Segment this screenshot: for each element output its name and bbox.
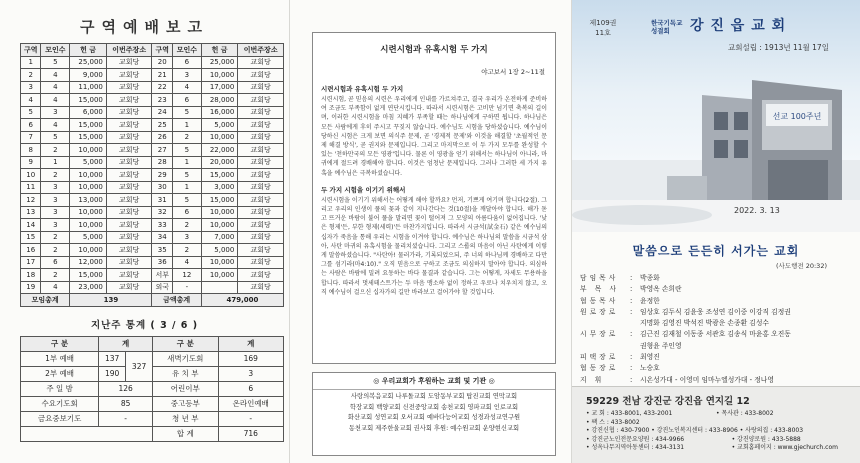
offering-row: [21, 94, 284, 107]
offering-cell: 15,000: [70, 269, 107, 282]
staff-role: 협동목사: [580, 296, 619, 305]
offering-cell: 교회당: [238, 244, 284, 257]
contact-line: • 목사관 : 433-8002: [716, 410, 774, 417]
staff-names: 최영진: [640, 353, 660, 362]
stat-value: -: [99, 411, 153, 426]
offering-cell: 23: [152, 94, 172, 107]
offering-cell: 16: [21, 244, 41, 257]
stat-value: 190: [99, 366, 126, 381]
offering-cell: 교회당: [238, 231, 284, 244]
offering-cell: 7,000: [201, 231, 238, 244]
offering-cell: 5: [172, 106, 201, 119]
offering-cell: 4: [172, 256, 201, 269]
offering-cell: 5: [172, 194, 201, 207]
offering-cell: 4: [41, 281, 70, 294]
offering-row: [21, 56, 284, 69]
staff-separator: :: [630, 353, 633, 362]
staff-row: [580, 375, 856, 386]
offering-cell: 10,000: [201, 269, 238, 282]
offering-cell: 5,000: [201, 119, 238, 132]
supported-line: 사랑의복음교회 나루돌교회 도암동부교회 탑진교회 연막교회: [350, 393, 518, 400]
stat-label: 주 일 밤: [21, 381, 99, 396]
supported-churches-title: ◎ 우리교회가 후원하는 교회 및 기관 ◎: [313, 373, 555, 390]
offering-row: [21, 181, 284, 194]
stat-label: 청 년 부: [153, 411, 218, 426]
offering-cell: 2: [172, 244, 201, 257]
offering-cell: 3: [172, 231, 201, 244]
staff-role: 부 목 사: [580, 285, 620, 294]
staff-names: 김근진 김재철 이동종 서관호 김송식 마윤홍 오진동: [640, 330, 791, 339]
stat-label: 2부 예배: [21, 366, 99, 381]
offering-cell: 교회당: [238, 194, 284, 207]
offering-cell: 10,000: [201, 69, 238, 82]
offering-cell: 15,000: [70, 94, 107, 107]
offering-cell: 3: [41, 219, 70, 232]
offering-cell: 20,000: [201, 156, 238, 169]
contact-line: • 강진군노인전문요양원 : 434-9966: [586, 435, 685, 443]
offering-cell: -: [172, 281, 201, 294]
offering-cell: 교회당: [106, 131, 152, 144]
offering-cell: 10,000: [201, 256, 238, 269]
offering-cell: 36: [152, 256, 172, 269]
offering-cell: 6: [172, 206, 201, 219]
offering-cell: 교회당: [106, 56, 152, 69]
offering-row: [21, 144, 284, 157]
stat-head-cat-2: 구 분: [153, 336, 218, 351]
offering-cell: 25,000: [201, 56, 238, 69]
offering-cell: 교회당: [238, 131, 284, 144]
offering-cell: 10,000: [70, 181, 107, 194]
offering-cell: 3: [21, 81, 41, 94]
stat-label: 1부 예배: [21, 351, 99, 366]
left-panel: [0, 0, 290, 463]
total-count-label: 모임총계: [21, 294, 70, 307]
offering-cell: 2: [41, 244, 70, 257]
offering-title: 구역예배보고: [80, 18, 209, 36]
offering-cell: 10,000: [70, 169, 107, 182]
offering-cell: 21: [152, 69, 172, 82]
offering-cell: 교회당: [106, 94, 152, 107]
offering-cell: 15,000: [70, 119, 107, 132]
offering-cell: 5: [41, 131, 70, 144]
church-address: 59229 전남 강진군 강진읍 연지길 12: [586, 396, 750, 407]
staff-names: 노승호: [640, 364, 660, 373]
stat-merged-total: 327: [126, 351, 153, 381]
staff-separator: :: [630, 364, 633, 373]
offering-cell: 2: [41, 169, 70, 182]
stat-value: 716: [218, 426, 283, 441]
offering-row: [21, 281, 284, 294]
offering-row: [21, 194, 284, 207]
offering-cell: 외국: [152, 281, 172, 294]
offering-cell: 교회당: [238, 94, 284, 107]
church-name: 강 진 읍 교 회: [690, 18, 787, 34]
offering-row: [21, 231, 284, 244]
offering-cell: 6,000: [70, 106, 107, 119]
offering-cell: 33: [152, 219, 172, 232]
offering-row: [21, 81, 284, 94]
offering-cell: 3: [41, 106, 70, 119]
offering-cell: 교회당: [106, 244, 152, 257]
staff-row: [580, 341, 856, 352]
offering-cell: 10,000: [201, 206, 238, 219]
sermon-section-1-head: 시련시험과 유혹시험 두 가지: [321, 85, 404, 93]
staff-role: [580, 341, 630, 352]
issue-number: 11호: [595, 29, 611, 37]
contact-line: • 성옥나무지역아동센터 : 434-3131: [586, 444, 685, 452]
offering-cell: 2: [41, 144, 70, 157]
offering-cell: 교회당: [106, 194, 152, 207]
staff-separator: :: [630, 307, 633, 316]
offering-cell: 교회당: [238, 219, 284, 232]
stat-value: 137: [99, 351, 126, 366]
offering-cell: 교회당: [106, 169, 152, 182]
supported-line: 학장교회 백양교회 신전중앙교회 송천교회 영파교회 인로교회: [349, 403, 519, 411]
stat-head-count-2: 계: [218, 336, 283, 351]
offering-cell: 교회당: [106, 206, 152, 219]
staff-separator: :: [630, 274, 633, 282]
staff-names: 지명화 김영진 박석진 박광운 손종환 김성수: [640, 319, 769, 328]
offering-total-row: [21, 294, 284, 307]
offering-cell: 교회당: [106, 106, 152, 119]
contact-line: • 강진신협 : 430-7900 • 강진노인복지센터 : 433-8906 • 사랑의집 : 433-8003: [586, 427, 804, 435]
offering-cell: 4: [41, 69, 70, 82]
offering-cell: 15: [21, 231, 41, 244]
offering-cell: 2: [21, 69, 41, 82]
offering-cell: 12: [172, 269, 201, 282]
offering-cell: 25,000: [70, 56, 107, 69]
offering-row: [21, 219, 284, 232]
sermon-reference: 야고보서 1장 2~11절: [481, 68, 545, 76]
staff-row: [580, 284, 856, 295]
right-panel: [572, 0, 860, 463]
staff-separator: :: [630, 296, 633, 305]
stat-label: 합 계: [153, 426, 218, 441]
offering-cell: 11,000: [70, 81, 107, 94]
staff-names: 시온성가대 - 이영미 임마누엘성가대 - 정나영: [640, 375, 774, 384]
offering-cell: 2: [172, 131, 201, 144]
staff-role: 지 휘: [580, 375, 605, 384]
offering-cell: 28,000: [201, 94, 238, 107]
offering-row: [21, 244, 284, 257]
staff-role: 담임목사: [580, 274, 619, 282]
offering-cell: 교회당: [106, 69, 152, 82]
offering-cell: 서부: [152, 269, 172, 282]
offering-cell: 15,000: [201, 194, 238, 207]
offering-cell: 3: [41, 181, 70, 194]
offering-cell: 5: [41, 56, 70, 69]
stat-head-count: 계: [99, 336, 153, 351]
offering-cell: 34: [152, 231, 172, 244]
motto-reference: (사도행전 20:32): [776, 262, 827, 270]
offering-cell: 6: [172, 94, 201, 107]
offering-cell: 5,000: [70, 156, 107, 169]
offering-cell: 14: [21, 219, 41, 232]
offering-row: [21, 206, 284, 219]
offering-header-cell: 모인수: [41, 44, 70, 57]
staff-role: [580, 318, 630, 329]
offering-cell: 교회당: [238, 156, 284, 169]
offering-cell: [201, 281, 238, 294]
offering-cell: 28: [152, 156, 172, 169]
offering-cell: 교회당: [238, 69, 284, 82]
offering-cell: 10,000: [70, 144, 107, 157]
offering-row: [21, 131, 284, 144]
offering-cell: 1: [21, 56, 41, 69]
offering-cell: 4: [41, 81, 70, 94]
staff-names: 권형윤 주인영: [640, 341, 682, 350]
offering-header-cell: 구역: [152, 44, 172, 57]
staff-separator: :: [630, 285, 633, 294]
offering-cell: 1: [172, 156, 201, 169]
offering-cell: 23,000: [70, 281, 107, 294]
cover-hero: [572, 0, 860, 232]
offering-cell: 24: [152, 106, 172, 119]
stat-value: 6: [218, 381, 283, 396]
offering-cell: 16,000: [201, 106, 238, 119]
offering-header-cell: 헌 금: [201, 44, 238, 57]
offering-cell: 10,000: [201, 219, 238, 232]
stat-label: 금요중보기도: [21, 411, 99, 426]
week-stats-header: [21, 336, 284, 351]
offering-cell: 10,000: [70, 244, 107, 257]
offering-cell: 20: [152, 56, 172, 69]
offering-header-cell: 구역: [21, 44, 41, 57]
staff-separator: :: [630, 375, 633, 384]
offering-cell: 교회당: [106, 81, 152, 94]
offering-cell: 6: [41, 256, 70, 269]
offering-cell: 교회당: [106, 231, 152, 244]
offering-cell: 22,000: [201, 144, 238, 157]
offering-cell: 교회당: [238, 206, 284, 219]
staff-role: 시무장로: [580, 330, 619, 339]
offering-cell: 18: [21, 269, 41, 282]
offering-cell: 교회당: [106, 181, 152, 194]
offering-row: [21, 269, 284, 282]
offering-cell: 12,000: [70, 256, 107, 269]
stat-label: 어린이부: [153, 381, 218, 396]
total-amount-label: 금액총계: [152, 294, 201, 307]
stat-value: 126: [99, 381, 153, 396]
offering-cell: 10: [21, 169, 41, 182]
issue-volume: 제109권: [589, 19, 617, 27]
offering-cell: 29: [152, 169, 172, 182]
offering-cell: 1: [172, 181, 201, 194]
offering-cell: 2: [41, 231, 70, 244]
issue-badge: [586, 18, 620, 38]
offering-header-cell: 헌 금: [70, 44, 107, 57]
stat-value: -: [218, 411, 283, 426]
denomination-label: 한국기독교 성결회: [651, 19, 683, 35]
offering-cell: 13,000: [70, 194, 107, 207]
offering-header-cell: 이번주장소: [238, 44, 284, 57]
offering-cell: 22: [152, 81, 172, 94]
offering-cell: 교회당: [238, 169, 284, 182]
offering-cell: 6: [21, 119, 41, 132]
church-motto: 말씀으로 든든히 서가는 교회: [632, 244, 800, 258]
offering-cell: 32: [152, 206, 172, 219]
sermon-paragraph-2: 시련시험을 이기기 위해서는 어떻게 해야 할까요? 먼저, 기쁘게 여기며 합니다(2절). 그리고 우리의 인생이 풀의 꽃과 같이 지나간다는 것(10절)을 깨달아야 합니다. 해가 돋고 뜨거운 바람이 불어 풀을 말리면 꽃이 떨어져 그 모양의 아름다움이 없어집니다. '낮은 형제'든, 부한 형제(세력)'든 마찬가지입니다. 따라서 시금석(試金石) 같은 예수님의 십자가 죽음을 통해 우리는 시험을 이겨야 합니다. 예수님은 하나님의 말씀을 시금석 삼아, 사탄 마귀의 유혹시험을 물리치셨습니다. 그리고 스룹의 마음이 아닌 사탄에게 이렇게 말씀하셨습니다. "사탄아! 물러가라, 기록되었으되, 주 너의 하나님께 경배하고 다만 그를 섬기라(마4:10)." 오직 믿음으로 구하고 조금도 의심하지 말아야 합니다. 의심하는 사람은 바람에 밀려 요동하는 바다 물결과 같습니다. 그는 어떻게, 자세도 무용하을 합니다. 따라서 멋세테스트가는 두 마음 맹소하 없이 정하고 우로나 치우치지 않고, 오직 예수님이 걸으신 십자가의 길만 바라보고 걸어가야 할 것입니다.: [321, 196, 547, 296]
offering-cell: 26: [152, 131, 172, 144]
offering-cell: 35: [152, 244, 172, 257]
offering-cell: 교회당: [238, 269, 284, 282]
contact-line: • 강진양로원 : 433-5888: [731, 435, 801, 443]
total-amount-value: 479,000: [201, 294, 283, 307]
founded-date: 교회설립 : 1913년 11월 17일: [728, 43, 829, 52]
staff-role: 피택장로: [580, 353, 619, 362]
staff-separator: :: [630, 330, 633, 339]
offering-cell: 15,000: [201, 169, 238, 182]
offering-cell: 교회당: [238, 181, 284, 194]
stat-value: 온라인예배: [218, 396, 283, 411]
offering-cell: 교회당: [106, 281, 152, 294]
sermon-section-2-head: 두 가지 시험을 이기기 위해서: [321, 185, 406, 194]
contact-line: • 교 회 : 433-8001, 433-2001: [586, 410, 673, 417]
stat-value: 169: [218, 351, 283, 366]
offering-cell: 5,000: [201, 244, 238, 257]
offering-cell: 17: [21, 256, 41, 269]
offering-cell: 19: [21, 281, 41, 294]
offering-table: [20, 43, 284, 307]
staff-list: [580, 273, 856, 397]
middle-panel: [290, 0, 572, 463]
offering-cell: 교회당: [106, 144, 152, 157]
offering-cell: 5: [172, 144, 201, 157]
offering-cell: 12: [21, 194, 41, 207]
offering-cell: 15,000: [70, 131, 107, 144]
offering-cell: 4: [21, 94, 41, 107]
offering-row: [21, 69, 284, 82]
staff-row: [580, 329, 856, 340]
offering-cell: 9: [21, 156, 41, 169]
offering-cell: 교회당: [238, 256, 284, 269]
stat-label: 수요기도회: [21, 396, 99, 411]
offering-row: [21, 106, 284, 119]
offering-cell: 10,000: [201, 131, 238, 144]
offering-row: [21, 169, 284, 182]
offering-cell: 3: [41, 194, 70, 207]
offering-header-cell: 모인수: [172, 44, 201, 57]
staff-names: 윤정한: [640, 296, 660, 305]
offering-cell: 교회당: [238, 56, 284, 69]
stat-blank: [21, 426, 153, 441]
offering-cell: 5,000: [70, 231, 107, 244]
week-stats-table: [20, 336, 284, 442]
stat-value: 3: [218, 366, 283, 381]
offering-cell: 9,000: [70, 69, 107, 82]
supported-churches-box: [312, 372, 556, 456]
offering-cell: 3: [172, 69, 201, 82]
staff-row: [580, 318, 856, 329]
offering-cell: 교회당: [238, 81, 284, 94]
offering-cell: 27: [152, 144, 172, 157]
offering-cell: 8: [21, 144, 41, 157]
staff-names: 박영옥 손희란: [640, 285, 682, 294]
offering-cell: 17,000: [201, 81, 238, 94]
offering-cell: 30: [152, 181, 172, 194]
offering-cell: 교회당: [238, 106, 284, 119]
offering-cell: 교회당: [106, 219, 152, 232]
offering-cell: 교회당: [238, 144, 284, 157]
staff-separator: [630, 318, 640, 329]
staff-names: 임상호 김두식 김윤웅 조성연 김이중 이강직 김정권: [640, 307, 791, 316]
offering-cell: 3,000: [201, 181, 238, 194]
staff-row: [580, 352, 856, 363]
offering-cell: 교회당: [106, 119, 152, 132]
offering-cell: 10,000: [70, 219, 107, 232]
staff-role: 협동장로: [580, 364, 619, 373]
week-stats-title: 지난주 통계 ( 3 / 6 ): [90, 319, 199, 331]
stat-value: 85: [99, 396, 153, 411]
offering-cell: 2: [41, 269, 70, 282]
offering-cell: 2: [172, 219, 201, 232]
offering-cell: 10,000: [70, 206, 107, 219]
offering-cell: 4: [41, 94, 70, 107]
offering-cell: 6: [172, 56, 201, 69]
contact-line: • 교회홈페이지 : www.gjechurch.com: [731, 444, 838, 452]
sermon-box: [312, 32, 556, 364]
offering-cell: 1: [41, 156, 70, 169]
contact-line: • 팩 스 : 433-8002: [586, 418, 640, 426]
offering-cell: 31: [152, 194, 172, 207]
offering-cell: 7: [21, 131, 41, 144]
offering-cell: 5: [172, 169, 201, 182]
offering-row: [21, 119, 284, 132]
total-count-value: 139: [70, 294, 152, 307]
offering-cell: 4: [41, 119, 70, 132]
staff-names: 박종화: [640, 274, 660, 282]
staff-separator: [630, 341, 640, 352]
stat-label: 유 치 부: [153, 366, 218, 381]
offering-header-cell: 이번주장소: [106, 44, 152, 57]
sermon-paragraph-1: 시련시험, 곧 믿음의 시련은 우리에게 인내를 가르쳐주고, 결국 우리가 온전하게 준비하여 조금도 부족함이 없게 연단시킵니다. 따라서 시련시험은 고비만 넘기면 축복의 길이며, 이러한 시련시험을 마침 지혜가 부족할 때는 하나님에게 구하면 됩니다. 하나님은 모든 사람에게 후히 주시고 꾸짖지 않습니다. 예수님도 시험을 당하셨습니다. 예수님이 당하신 시험은 크게 보면 의식주 문제, 곧 '경제적 문제'와 이것을 해결할 '초월적인 문제 해결 방식', 곧 권지와 문제입니다. 그리고 마지막으로 이 두 가지 모두를 완성할 수 있는 '천하만국의 모든 영광'입니다. 물론 이 영광을 얻기 위해서는 하나님이 아니라, 마귀에게 절드려 경배해야 합니다. 이것은 엄청난 문제입니다. 그러나 그러한 세 가지 유혹을 예수님은 극복하셨습니다.: [321, 96, 547, 177]
staff-row: [580, 363, 856, 374]
offering-cell: 4: [172, 81, 201, 94]
offering-cell: 교회당: [106, 269, 152, 282]
offering-cell: 1: [172, 119, 201, 132]
offering-cell: 교회당: [238, 281, 284, 294]
offering-cell: 25: [152, 119, 172, 132]
offering-row: [21, 156, 284, 169]
staff-role: 원로장로: [580, 307, 619, 316]
staff-row: [580, 296, 856, 307]
stat-label: 새벽기도회: [153, 351, 218, 366]
bulletin-date: 2022. 3. 13: [734, 206, 780, 215]
stat-head-cat: 구 분: [21, 336, 99, 351]
offering-header-row: [21, 44, 284, 57]
offering-cell: 13: [21, 206, 41, 219]
offering-cell: 교회당: [106, 156, 152, 169]
offering-cell: 3: [41, 206, 70, 219]
contact-footer: [572, 386, 860, 463]
supported-churches-list: [313, 390, 555, 434]
offering-cell: 교회당: [238, 119, 284, 132]
church-sign-text: 선교 100주년: [772, 112, 822, 121]
offering-cell: 교회당: [106, 256, 152, 269]
staff-row: [580, 307, 856, 318]
supported-line: 동천교회 제주한울교회 권사회 후원: 예수원교회 운양현신교회: [348, 424, 520, 432]
offering-row: [21, 256, 284, 269]
supported-line: 화산교회 성연교회 오서교회 예바다능어교회 성경과성교연구원: [347, 414, 521, 421]
sermon-title: 시련시험과 유혹시험 두 가지: [380, 45, 488, 55]
stat-label: 중고등부: [153, 396, 218, 411]
offering-cell: 5: [21, 106, 41, 119]
offering-cell: 11: [21, 181, 41, 194]
staff-row: [580, 273, 856, 284]
